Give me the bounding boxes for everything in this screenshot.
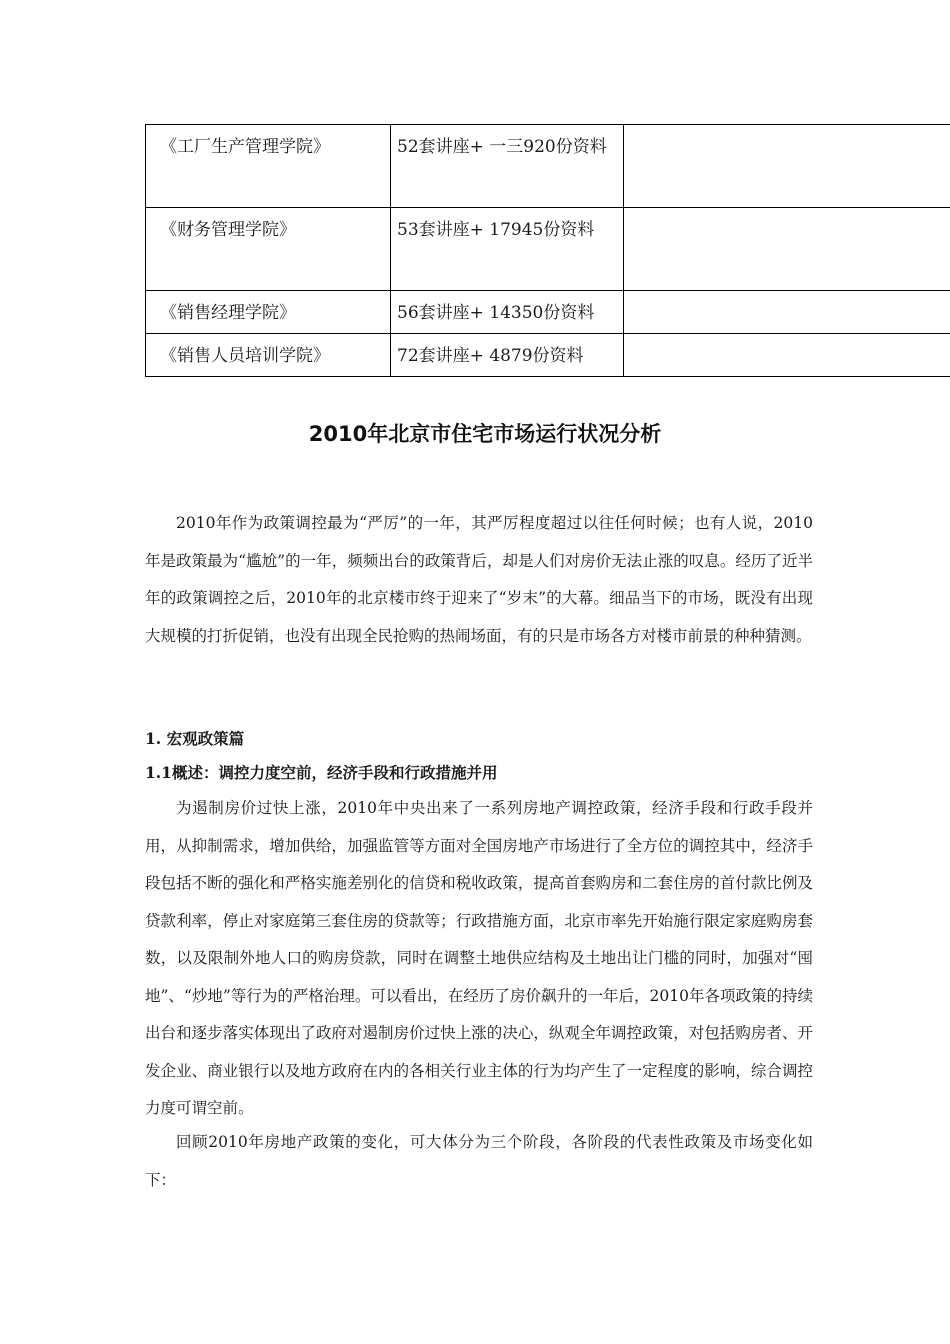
catalog-name: 《销售经理学院》: [146, 291, 391, 334]
catalog-content: 72套讲座+ 4879份资料: [391, 334, 624, 377]
catalog-name: 《工厂生产管理学院》: [146, 125, 391, 208]
catalog-note: [624, 291, 950, 334]
section-heading: 1. 宏观政策篇: [145, 729, 245, 748]
catalog-table: [145, 124, 950, 377]
table-row: [146, 334, 950, 377]
catalog-content: 53套讲座+ 17945份资料: [391, 208, 624, 291]
intro-paragraph: 2010年作为政策调控最为“严厉”的一年，其严厉程度超过以往任何时候；也有人说，2010年是政策最为“尴尬”的一年，频频出台的政策背后，却是人们对房价无法止涨的叹息。经历了近半年的政策调控之后，2010年的北京楼市终于迎来了“岁末”的大幕。细品当下的市场，既没有出现大规模的打折促销，也没有出现全民抢购的热闹场面，有的只是市场各方对楼市前景的种种猜测。: [145, 514, 813, 645]
catalog-name: 《销售人员培训学院》: [146, 334, 391, 377]
article-title: 2010年北京市住宅市场运行状况分析: [308, 422, 662, 446]
catalog-note: [624, 125, 950, 208]
table-row: [146, 208, 950, 291]
catalog-note: [624, 334, 950, 377]
review-paragraph: 回顾2010年房地产政策的变化，可大体分为三个阶段，各阶段的代表性政策及市场变化如下：: [145, 1133, 813, 1189]
catalog-name: 《财务管理学院》: [146, 208, 391, 291]
catalog-content: 56套讲座+ 14350份资料: [391, 291, 624, 334]
policy-paragraph: 为遏制房价过快上涨，2010年中央出来了一系列房地产调控政策，经济手段和行政手段并用，从抑制需求，增加供给，加强监管等方面对全国房地产市场进行了全方位的调控其中，经济手段包括不断的强化和严格实施差别化的信贷和税收政策，提高首套购房和二套住房的首付款比例及贷款利率，停止对家庭第三套住房的贷款等；行政措施方面，北京市率先开始施行限定家庭购房套数，以及限制外地人口的购房贷款，同时在调整土地供应结构及土地出让门槛的同时，加强对“囤地”、“炒地”等行为的严格治理。可以看出，在经历了房价飙升的一年后，2010年各项政策的持续出台和逐步落实体现出了政府对遏制房价过快上涨的决心，纵观全年调控政策，对包括购房者、开发企业、商业银行以及地方政府在内的各相关行业主体的行为均产生了一定程度的影响，综合调控力度可谓空前。: [145, 799, 813, 1117]
table-row: [146, 125, 950, 208]
subsection-heading: 1.1概述：调控力度空前，经济手段和行政措施并用: [145, 763, 498, 782]
table-row: [146, 291, 950, 334]
catalog-note: [624, 208, 950, 291]
catalog-content: 52套讲座+ 一三920份资料: [391, 125, 624, 208]
